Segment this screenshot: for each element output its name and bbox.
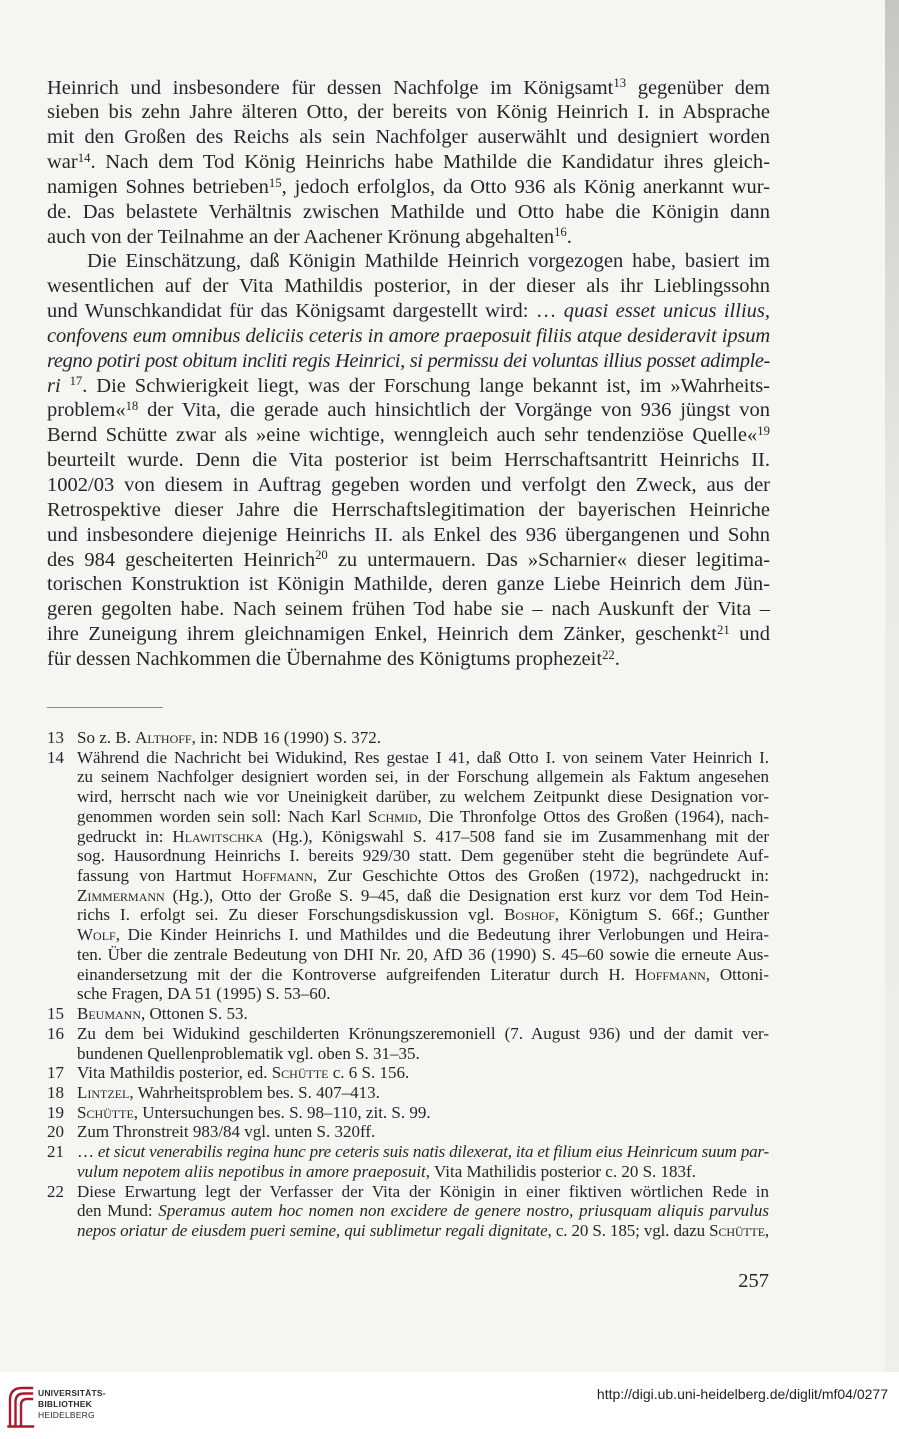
footnote (47, 1122, 769, 1142)
small-caps-run: Schütte (77, 1102, 134, 1122)
footnote-number: 14 (47, 747, 64, 767)
text-run: , c. 20 S. 185; vgl. dazu (547, 1220, 710, 1240)
footnote-line (77, 965, 769, 985)
text-run: Während die Nachricht bei Widukind, Res gestae I 41, daß Otto I. von seinem Vater Heinrich I. (77, 747, 769, 767)
text-run: , in: NDB 16 (1990) S. 372. (191, 728, 381, 747)
body-line (47, 249, 770, 274)
small-caps-run: Hoffmann (241, 866, 313, 886)
text-run: Die Einschätzung, daß Königin Mathilde Heinrich vorgezogen habe, basiert im (87, 250, 770, 273)
text-run: , Zur Geschichte Ottos des Großen (1972), nachgedruckt in: (312, 866, 769, 886)
text-run: , Untersuchungen bes. S. 98–110, zit. S. 99. (133, 1102, 431, 1122)
small-caps-run: Beumann (77, 1004, 142, 1024)
text-run: namigen Sohnes betrieben (47, 175, 269, 198)
footnote-line (77, 1063, 769, 1083)
footnote-line (77, 1182, 769, 1202)
footnote-ref: 19 (757, 423, 770, 438)
small-caps-run: Hoffmann (634, 964, 706, 984)
text-run: de. Das belastete Verhältnis zwischen Mathilde und Otto habe die Königin dann (47, 200, 770, 223)
text-run: Bernd Schütte zwar als »eine wichtige, wenngleich auch sehr tendenziöse Quelle« (47, 424, 758, 447)
text-run: Zu dem bei Widukind geschilderten Krönungszeremoniell (7. August 936) und der damit ver- (77, 1023, 769, 1043)
footnote (47, 1103, 769, 1123)
paragraph (47, 249, 770, 671)
footnote-text (77, 748, 769, 1004)
small-caps-run: Boshof (504, 905, 555, 925)
footnote-line (77, 945, 769, 965)
footnote-separator (47, 707, 163, 708)
text-run: ihre Zuneigung ihrem gleichnamigen Enkel, Heinrich dem Zänker, geschenkt (47, 623, 717, 646)
body-line (47, 100, 770, 125)
body-line (47, 622, 770, 647)
text-run: mit den Großen des Reichs als sein Nachfolger auserwählt und designiert worden (47, 126, 770, 149)
footnote-line (77, 787, 769, 807)
italic-run: et sicut venerabilis regina hunc pre ceteris suis natis dilexerat, ita et filium eius Heinricum suum par- (97, 1142, 769, 1162)
text-run: , Vita Mathilidis posterior c. 20 S. 183f. (425, 1161, 696, 1181)
text-run: torischen Konstruktion ist Königin Mathilde, deren ganze Liebe Heinrich dem Jün- (47, 573, 770, 596)
body-line (47, 200, 770, 225)
text-run: Retrospektive dieser Jahre die Herrschaftslegitimation der bayerischen Heinriche (47, 498, 770, 521)
text-run: , Die Kinder Heinrichs I. und Mathildes und die Bedeutung ihrer Verlobungen und Heira- (115, 925, 769, 945)
footnote-line (77, 1044, 769, 1064)
italic-run: nepos oriatur de eiusdem pueri semine, qui sublimetur regali dignitate (77, 1220, 548, 1240)
footnote-line (77, 866, 769, 886)
small-caps-run: Althoff (135, 728, 192, 747)
text-run: , (764, 1220, 769, 1240)
body-line (47, 175, 770, 200)
footnote-text (77, 1103, 769, 1123)
footnote-text (77, 1122, 769, 1142)
library-name-line: HEIDELBERG (38, 1410, 95, 1420)
italic-run: quasi esset unicus illius, (563, 300, 770, 323)
library-logo-icon (7, 1385, 35, 1429)
text-run: richs I. erfolgt sei. Zu dieser Forschungsdiskussion vgl. (77, 905, 505, 925)
text-run: , Wahrheitsproblem bes. S. 407–413. (129, 1082, 380, 1102)
body-line (47, 647, 770, 672)
footnote-line (77, 1122, 769, 1142)
text-run: war (47, 151, 78, 174)
footnote-number: 18 (47, 1082, 64, 1102)
text-run: , Ottoni- (705, 964, 770, 984)
small-caps-run: Schütte (271, 1063, 329, 1083)
library-name-line: UNIVERSITÄTS- (38, 1388, 106, 1398)
footnote (47, 728, 769, 748)
text-run: , jedoch erfolglos, da Otto 936 als König anerkannt wur- (281, 175, 770, 198)
footnote-line (77, 886, 769, 906)
text-run: . Nach dem Tod König Heinrichs habe Mathilde die Kandidatur ihres gleich- (90, 151, 770, 174)
text-run: . (614, 647, 620, 670)
footnote (47, 1063, 769, 1083)
text-run: Diese Erwartung legt der Verfasser der Vita der Königin in einer fiktiven wörtlichen Rede in (77, 1181, 769, 1201)
footnote-ref: 18 (125, 399, 139, 414)
text-run: c. 6 S. 156. (328, 1063, 410, 1083)
text-run: (Hg.), Otto der Große S. 9–45, daß die Designation erst kurz vor dem Tod Hein- (164, 885, 769, 905)
text-run: wird, herrscht nach wie vor Uneinigkeit darüber, zu welchem Zeitpunkt diese Designation vor- (77, 787, 769, 807)
footnote-ref: 13 (613, 76, 627, 91)
footnote-number: 16 (47, 1023, 64, 1043)
footnote-ref: 21 (716, 622, 730, 637)
footnote-text (77, 1063, 769, 1083)
footnote-number: 20 (47, 1122, 64, 1142)
text-run: des 984 gescheiterten Heinrich (47, 548, 316, 571)
footnote-text (77, 1182, 769, 1241)
footnote-line (77, 1103, 769, 1123)
body-line (47, 572, 770, 597)
text-run: gedruckt in: (77, 826, 173, 846)
footnotes (47, 728, 769, 1241)
text-run: und Wunschkandidat für das Königsamt dargestellt wird: … (47, 300, 564, 323)
text-run: ten. Über die zentrale Bedeutung von DHI Nr. 20, AfD 36 (1990) S. 45–60 sowie die erneute Aus- (77, 944, 769, 964)
small-caps-run: Lintzel (77, 1082, 130, 1102)
footnote-ref: 14 (77, 150, 91, 165)
footnote-number: 15 (47, 1004, 64, 1024)
text-run: , Königtum S. 66f.; Gunther (554, 905, 769, 925)
small-caps-run: Schütte (709, 1220, 765, 1240)
body-line (47, 274, 770, 299)
text-run: … (77, 1142, 98, 1162)
text-run: Vita Mathildis posterior, ed. (77, 1063, 272, 1083)
footnote-line (77, 905, 769, 925)
body-line (47, 76, 770, 101)
library-name (38, 1388, 106, 1421)
footnote (47, 1024, 769, 1063)
italic-run: regno potiri post obitum incliti regis Heinrici, si permissu dei voluntas illius posset adimple- (47, 349, 770, 372)
footnote-number: 21 (47, 1142, 64, 1162)
footnote (47, 1182, 769, 1241)
paragraph (47, 76, 770, 250)
footnote-line (77, 925, 769, 945)
italic-run: vulum nepotem aliis nepotibus in amore praeposuit (77, 1161, 426, 1181)
page-number: 257 (738, 1270, 769, 1292)
text-run: sog. Hausordnung Heinrichs I. bereits 929/30 statt. Dem gegenüber steht die begründete Auf- (77, 846, 769, 866)
footnote-text (77, 1024, 769, 1063)
footnote-line (77, 748, 769, 768)
text-run: bundenen Quellenproblematik vgl. oben S. 31–35. (77, 1043, 420, 1063)
text-run: , Ottonen S. 53. (141, 1004, 248, 1024)
footnote-ref: 22 (602, 647, 615, 662)
body-line (47, 225, 770, 250)
text-run: So z. B. (77, 728, 136, 747)
footnote-text (77, 728, 769, 748)
footnote-ref: 17 (69, 374, 83, 389)
small-caps-run: Zimmermann (77, 885, 165, 905)
body-line (47, 473, 770, 498)
footnote-line (77, 1083, 769, 1103)
body-line (47, 374, 770, 399)
text-run: für dessen Nachkommen die Übernahme des Königtums prophezeit (47, 647, 603, 670)
body-line (47, 597, 770, 622)
footnote (47, 1083, 769, 1103)
text-run: gegenüber dem (626, 76, 770, 99)
small-caps-run: Wolf (77, 925, 116, 945)
footnote-line (77, 728, 769, 748)
text-run: zu seinem Nachfolger designiert worden sei, in der Forschung allgemein als Faktum angesehen (77, 767, 769, 787)
footnote-ref: 16 (554, 225, 567, 240)
text-run: geren gegolten habe. Nach seinem frühen Tod habe sie – nach Auskunft der Vita – (47, 598, 770, 621)
footnote-line (77, 767, 769, 787)
text-run: . (566, 225, 572, 248)
text-run: . Die Schwierigkeit liegt, was der Forschung lange bekannt ist, im »Wahrheits- (82, 374, 770, 397)
footnote-line (77, 1024, 769, 1044)
footnote-line (77, 846, 769, 866)
text-run: , Die Thronfolge Ottos des Großen (1964), nach- (417, 806, 769, 826)
text-run: der Vita, die gerade auch hinsichtlich der Vorgänge von 936 jüngst von (138, 399, 770, 422)
footnote (47, 1142, 769, 1181)
body-line (47, 349, 770, 374)
footnote-line (77, 1221, 769, 1241)
italic-run: confovens eum omnibus deliciis ceteris in amore praeposuit filiis atque desideravit ipsum (47, 324, 770, 347)
body-line (47, 398, 770, 423)
footnote (47, 748, 769, 1004)
footnote-line (77, 807, 769, 827)
footnote-number: 19 (47, 1102, 64, 1122)
footnote-line (77, 827, 769, 847)
footnote-line (77, 984, 769, 1004)
text-run: zu untermauern. Das »Scharnier« dieser legitima- (327, 548, 770, 571)
footnote-line (77, 1004, 769, 1024)
body-line (47, 548, 770, 573)
footnote-line (77, 1162, 769, 1182)
footnote-line (77, 1142, 769, 1162)
text-run: sieben bis zehn Jahre älteren Otto, der bereits von König Heinrich I. in Absprache (47, 101, 770, 124)
footnote-ref: 15 (268, 175, 282, 190)
footnote (47, 1004, 769, 1024)
footnote-text (77, 1142, 769, 1181)
text-run: einandersetzung mit der die Kontroverse aufgreifenden Literatur durch H. (77, 964, 635, 984)
text-run: problem« (47, 399, 126, 422)
text-run: auch von der Teilnahme an der Aachener Krönung abgehalten (47, 225, 555, 248)
small-caps-run: Hlawitschka (172, 826, 264, 846)
body-line (47, 498, 770, 523)
body-line (47, 324, 770, 349)
text-run: wesentlichen auf der Vita Mathildis posterior, in der dieser als ihr Lieblingssohn (47, 275, 770, 298)
body-line (47, 448, 770, 473)
footnote-ref: 20 (315, 548, 328, 563)
text-run: und (729, 623, 771, 646)
body-line (47, 299, 770, 324)
text-run: und insbesondere diejenige Heinrichs II. als Enkel des 936 übergangenen und Sohn (47, 523, 770, 546)
text-run: 1002/03 von diesem in Auftrag gegeben worden und verfolgt den Zweck, aus der (47, 474, 771, 496)
footnote-text (77, 1004, 769, 1024)
body-line (47, 423, 770, 448)
italic-run: Speramus autem hoc nomen non excidere de genere nostro, priusquam aliquis parvulus (158, 1201, 769, 1221)
body-line (47, 125, 770, 150)
small-caps-run: Schmid (368, 806, 418, 826)
italic-run: ri (47, 374, 70, 397)
text-run: genommen worden sein soll: Nach Karl (77, 806, 369, 826)
text-run: Heinrich und insbesondere für dessen Nachfolge im Königsamt (47, 76, 614, 99)
footnote-number: 22 (47, 1181, 64, 1201)
text-run: fassung von Hartmut (77, 866, 242, 886)
page-edge-shadow (885, 0, 899, 1372)
library-name-line: BIBLIOTHEK (38, 1399, 92, 1409)
body-line (47, 523, 770, 548)
text-run: sche Fragen, DA 51 (1995) S. 53–60. (77, 984, 331, 1004)
footnote-number: 17 (47, 1063, 64, 1083)
body-line (47, 150, 770, 175)
footnote-number: 13 (47, 728, 64, 747)
text-run: Zum Thronstreit 983/84 vgl. unten S. 320ff. (77, 1122, 376, 1142)
footnote-text (77, 1083, 769, 1103)
body-text (47, 76, 770, 672)
text-run: den Mund: (77, 1201, 159, 1221)
permalink-url: http://digi.ub.uni-heidelberg.de/diglit/mf04/0277 (596, 1386, 888, 1402)
text-run: (Hg.), Königswahl S. 417–508 fand sie im Zusammenhang mit der (263, 826, 769, 846)
text-run: beurteilt wurde. Denn die Vita posterior ist beim Herrschaftsantritt Heinrichs II. (47, 449, 770, 472)
footnote-line (77, 1201, 769, 1221)
